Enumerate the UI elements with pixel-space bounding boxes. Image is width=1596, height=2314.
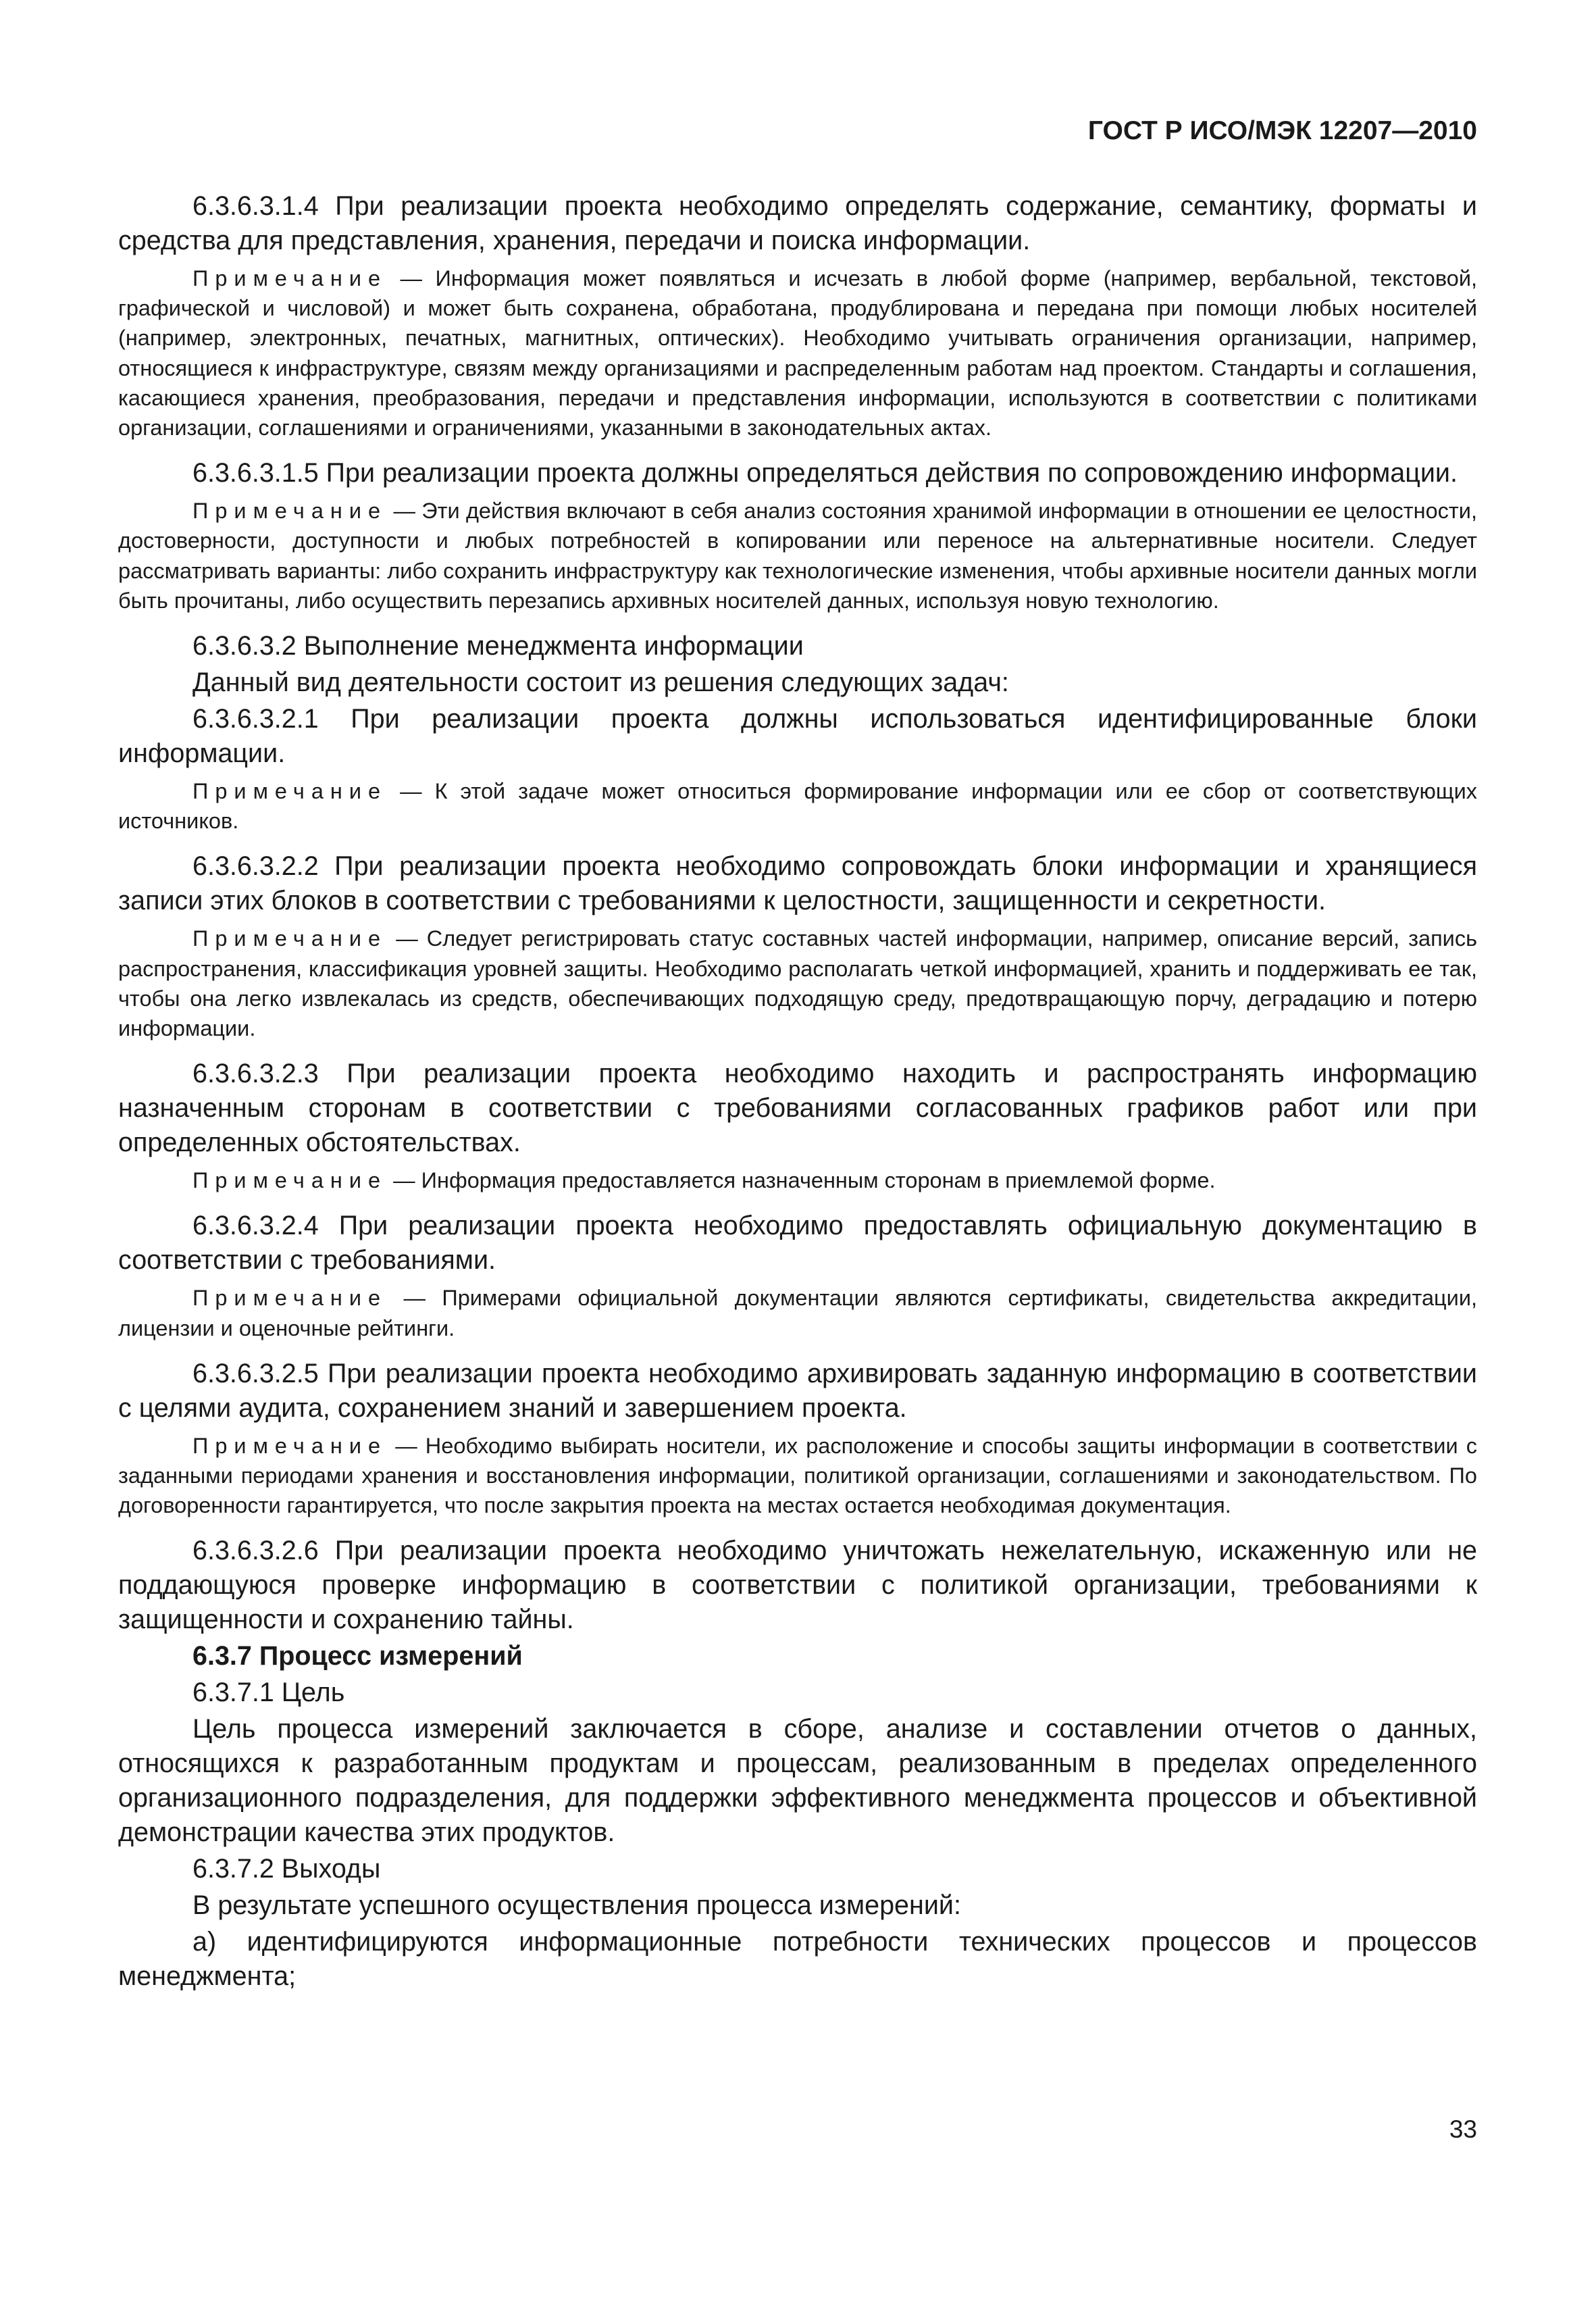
- note-label: Примечание: [192, 1168, 388, 1193]
- note-text: — Примерами официальной документации являются сертификаты, свидетельства аккредитации, лицензии и оценочные рейтинги.: [118, 1286, 1478, 1340]
- clause-6-3-6-3-1-5: 6.3.6.3.1.5 При реализации проекта должны определяться действия по сопровождению информации.: [192, 458, 1458, 488]
- note-text: — К этой задаче может относиться формирование информации или ее сбор от соответствующих источников.: [118, 779, 1477, 834]
- note-text: — Следует регистрировать статус составных частей информации, например, описание версий, запись распространения, классификация уровней защиты. Необходимо располагать четкой информацией, хранить и поддерживать ее так, чтобы она легко извлекалась из средств, обеспечивающих подходящую среду, предотвращающую порчу, деградацию и потерю информации.: [118, 926, 1478, 1041]
- note-label: Примечание: [192, 1286, 388, 1311]
- clause-6-3-6-3-2-1: 6.3.6.3.2.1 При реализации проекта должны использоваться идентифицированные блоки информации.: [118, 704, 1477, 769]
- note: [118, 924, 1477, 1043]
- note-text: — Необходимо выбирать носители, их расположение и способы защиты информации в соответствии с заданными периодами хранения и восстановления информации, политикой организации, соглашениями и законодательством. По договоренности гарантируется, что после закрытия проекта на местах остается необходимая документация.: [118, 1433, 1477, 1518]
- paragraph-tasks-intro: Данный вид деятельности состоит из решения следующих задач:: [192, 668, 1009, 698]
- note: [118, 1165, 1477, 1195]
- clause-6-3-6-3-2-6: 6.3.6.3.2.6 При реализации проекта необходимо уничтожать нежелательную, искаженную или не поддающуюся проверке информацию в соответствии с политикой организации, требованиями к защищенности и сохранению тайны.: [118, 1536, 1477, 1635]
- clause-6-3-6-3-1-4: 6.3.6.3.1.4 При реализации проекта необходимо определять содержание, семантику, форматы и средства для представления, хранения, передачи и поиска информации.: [118, 191, 1477, 255]
- paragraph-purpose: Цель процесса измерений заключается в сборе, анализе и составлении отчетов о данных, относящихся к разработанным продуктам и процессам, реализованным в пределах определенного организационного подразделения, для поддержки эффективного менеджмента процессов и объективной демонстрации качества этих продуктов.: [118, 1714, 1477, 1848]
- note: [118, 263, 1477, 443]
- list-item-a: а) идентифицируются информационные потребности технических процессов и процессов менеджмента;: [118, 1927, 1477, 1992]
- document-page: [118, 115, 1477, 1996]
- clause-6-3-6-3-2-2: 6.3.6.3.2.2 При реализации проекта необходимо сопровождать блоки информации и хранящиеся записи этих блоков в соответствии с требованиями к целостности, защищенности и секретности.: [118, 851, 1477, 916]
- document-header: ГОСТ Р ИСО/МЭК 12207—2010: [1087, 116, 1477, 145]
- note-text: — Информация предоставляется назначенным сторонам в приемлемой форме.: [393, 1168, 1216, 1193]
- clause-6-3-6-3-2-5: 6.3.6.3.2.5 При реализации проекта необходимо архивировать заданную информацию в соответствии с целями аудита, сохранением знаний и завершением проекта.: [118, 1358, 1477, 1423]
- note-label: Примечание: [192, 926, 388, 951]
- note: [118, 1283, 1477, 1342]
- page-number: 33: [1449, 2115, 1477, 2143]
- paragraph-outcomes-intro: В результате успешного осуществления процесса измерений:: [192, 1890, 961, 1921]
- note-label: Примечание: [192, 779, 388, 804]
- section-heading-6-3-7: 6.3.7 Процесс измерений: [192, 1641, 523, 1671]
- note-label: Примечание: [192, 499, 388, 524]
- clause-6-3-7-2: 6.3.7.2 Выходы: [192, 1854, 381, 1884]
- note-text: — Информация может появляться и исчезать в любой форме (например, вербальной, текстовой, графической и числовой) и может быть сохранена, обработана, продублирована и передана при помощи любых носителей (например, электронных, печатных, магнитных, оптических). Необходимо учитывать ограничения организации, например, относящиеся к инфраструктуре, связям между организациями и распределенным работам над проектом. Стандарты и соглашения, касающиеся хранения, преобразования, передачи и представления информации, используются в соответствии с политиками организации, соглашениями и ограничениями, указанными в законодательных актах.: [118, 266, 1478, 441]
- note-label: Примечание: [192, 266, 388, 291]
- note-text: — Эти действия включают в себя анализ состояния хранимой информации в отношении ее целостности, достоверности, доступности и любых потребностей в копировании или переносе на альтернативные носители. Следует рассматривать варианты: либо сохранить инфраструктуру как технологические изменения, чтобы архивные носители данных могли быть прочитаны, либо осуществить перезапись архивных носителей данных, используя новую технологию.: [118, 499, 1477, 613]
- note: [118, 496, 1477, 615]
- note: [118, 776, 1477, 836]
- clause-6-3-6-3-2-4: 6.3.6.3.2.4 При реализации проекта необходимо предоставлять официальную документацию в соответствии с требованиями.: [118, 1211, 1477, 1276]
- clause-6-3-7-1: 6.3.7.1 Цель: [192, 1678, 345, 1708]
- note: [118, 1431, 1477, 1521]
- note-label: Примечание: [192, 1433, 388, 1458]
- clause-6-3-6-3-2: 6.3.6.3.2 Выполнение менеджмента информации: [192, 631, 804, 661]
- clause-6-3-6-3-2-3: 6.3.6.3.2.3 При реализации проекта необходимо находить и распространять информацию назначенным сторонам в соответствии с требованиями согласованных графиков работ или при определенных обстоятельствах.: [118, 1059, 1477, 1158]
